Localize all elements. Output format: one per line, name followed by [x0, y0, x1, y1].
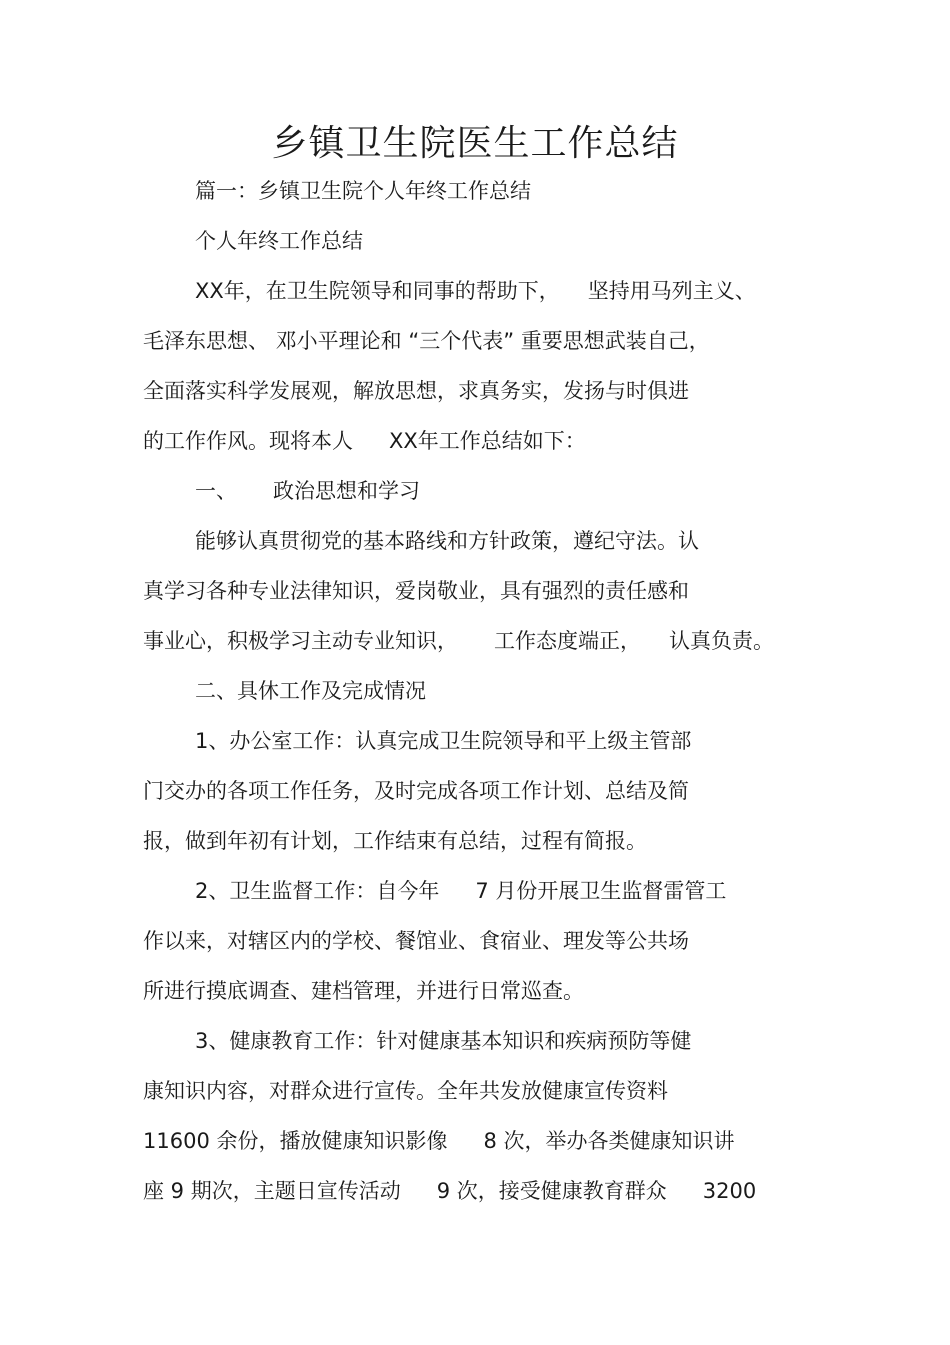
text-segment: 工作态度端正， — [494, 629, 641, 653]
subheading-annual-summary: 个人年终工作总结 — [195, 229, 363, 253]
paragraph-line: 所进行摸底调查、建档管理，并进行日常巡查。 — [143, 979, 584, 1003]
paragraph-line — [195, 876, 726, 906]
paragraph-line: 真学习各种专业法律知识，爱岗敬业，具有强烈的责任感和 — [143, 579, 689, 603]
document-title: 乡镇卫生院医生工作总结 — [271, 123, 679, 164]
paragraph-line: 1、办公室工作：认真完成卫生院领导和平上级主管部 — [195, 729, 692, 753]
text-segment: 认真负责。 — [669, 629, 774, 653]
paragraph-line — [143, 1176, 756, 1206]
paragraph-line: 门交办的各项工作任务，及时完成各项工作计划、总结及简 — [143, 779, 689, 803]
text-segment: XX年，在卫生院领导和同事的帮助下， — [195, 279, 560, 303]
section-heading-work: 二、具休工作及完成情况 — [195, 679, 426, 703]
section-heading-politics — [195, 476, 420, 506]
text-segment: 9 次，接受健康教育群众 — [436, 1179, 667, 1203]
text-segment: 政治思想和学习 — [273, 479, 420, 503]
text-segment: 坚持用马列主义、 — [587, 279, 756, 303]
paragraph-line — [195, 276, 756, 306]
paragraph-line: 3、健康教育工作：针对健康基本知识和疾病预防等健 — [195, 1029, 692, 1053]
paragraph-line: 报，做到年初有计划，工作结束有总结，过程有简报。 — [143, 829, 647, 853]
text-segment: 8 次，举办各类健康知识讲 — [483, 1129, 735, 1153]
text-segment: 3200 — [702, 1179, 757, 1203]
paragraph-line — [143, 426, 586, 456]
paragraph-line: 全面落实科学发展观，解放思想，求真务实，发扬与时俱进 — [143, 379, 689, 403]
text-segment: 2、卫生监督工作：自今年 — [195, 879, 440, 903]
text-segment: 7 月份开展卫生监督雷管工 — [475, 879, 727, 903]
section-heading-part-one: 篇一：乡镇卫生院个人年终工作总结 — [195, 179, 531, 203]
paragraph-line — [143, 1126, 735, 1156]
paragraph-line — [143, 626, 774, 656]
text-segment: XX年工作总结如下： — [389, 429, 586, 453]
text-segment: 11600 余份，播放健康知识影像 — [143, 1129, 448, 1153]
paragraph-line: 能够认真贯彻党的基本路线和方针政策，遵纪守法。认 — [195, 529, 699, 553]
paragraph-line: 康知识内容，对群众进行宣传。全年共发放健康宣传资料 — [143, 1079, 668, 1103]
text-segment: 的工作作风。现将本人 — [143, 429, 353, 453]
text-segment: 事业心，积极学习主动专业知识， — [143, 629, 458, 653]
paragraph-line: 作以来，对辖区内的学校、餐馆业、食宿业、理发等公共场 — [143, 929, 689, 953]
paragraph-line: 毛泽东思想、 邓小平理论和 “三个代表” 重要思想武装自己， — [143, 329, 710, 353]
text-segment: 座 9 期次，主题日宣传活动 — [143, 1179, 401, 1203]
text-segment: 一、 — [195, 479, 237, 503]
